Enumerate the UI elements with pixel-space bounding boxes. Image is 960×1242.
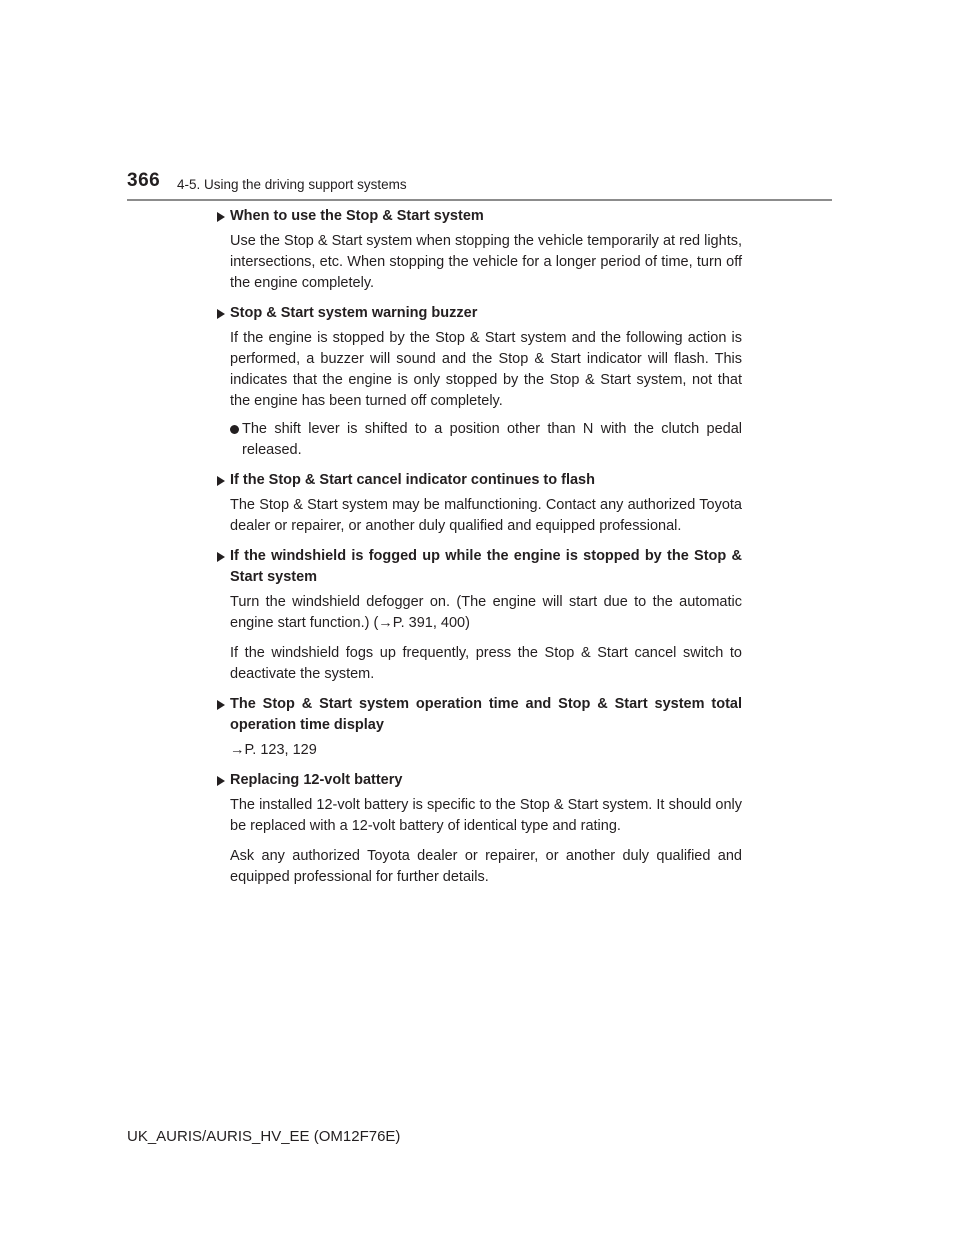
entry-paragraph: If the engine is stopped by the Stop & Start system and the following action is performed, a buzzer will sound and the Stop & Start indicator will flash. This indicates that the engine is only stopped by the Stop & Start system, not that the engine has been turned off completely. [230, 330, 742, 409]
triangle-marker-icon [217, 776, 225, 786]
triangle-marker-icon [217, 552, 225, 562]
page-number: 366 [127, 170, 161, 191]
section-title: 4-5. Using the driving support systems [177, 177, 407, 192]
entry-heading: When to use the Stop & Start system [214, 206, 742, 227]
triangle-marker-icon [217, 309, 225, 319]
entry-heading: Replacing 12-volt battery [214, 770, 742, 791]
bullet-dot-icon [230, 425, 239, 434]
triangle-marker-icon [217, 476, 225, 486]
entry-cancel-indicator [214, 470, 742, 537]
page-reference: →P. 123, 129 [230, 742, 317, 758]
triangle-marker-icon [217, 700, 225, 710]
header-rule [127, 199, 832, 201]
entry-paragraph: The Stop & Start system may be malfunctioning. Contact any authorized Toyota dealer or repairer, or another duly qualified and equipped professional. [230, 497, 742, 534]
entry-windshield-fogged [214, 546, 742, 685]
content-body [214, 206, 742, 897]
bullet-item: The shift lever is shifted to a position other than N with the clutch pedal released. [214, 419, 742, 461]
entry-paragraph: If the windshield fogs up frequently, press the Stop & Start cancel switch to deactivate the system. [230, 645, 742, 682]
entry-paragraph: Turn the windshield defogger on. (The engine will start due to the automatic engine start function.) (→P. 391, 400) [230, 594, 742, 631]
entry-warning-buzzer [214, 303, 742, 461]
entry-when-to-use [214, 206, 742, 294]
entry-replacing-battery [214, 770, 742, 888]
entry-heading: Stop & Start system warning buzzer [214, 303, 742, 324]
entry-paragraph: Use the Stop & Start system when stopping the vehicle temporarily at red lights, intersections, etc. When stopping the vehicle for a longer period of time, turn off the engine completely. [230, 233, 742, 291]
entry-operation-time-display [214, 694, 742, 761]
entry-paragraph: Ask any authorized Toyota dealer or repairer, or another duly qualified and equipped professional for further details. [230, 848, 742, 885]
triangle-marker-icon [217, 212, 225, 222]
footer-doc-id: UK_AURIS/AURIS_HV_EE (OM12F76E) [127, 1128, 401, 1145]
entry-paragraph: The installed 12-volt battery is specific to the Stop & Start system. It should only be replaced with a 12-volt battery of identical type and rating. [230, 797, 742, 834]
entry-heading: The Stop & Start system operation time and Stop & Start system total operation time display [214, 694, 742, 736]
entry-heading: If the windshield is fogged up while the engine is stopped by the Stop & Start system [214, 546, 742, 588]
entry-heading: If the Stop & Start cancel indicator continues to flash [214, 470, 742, 491]
